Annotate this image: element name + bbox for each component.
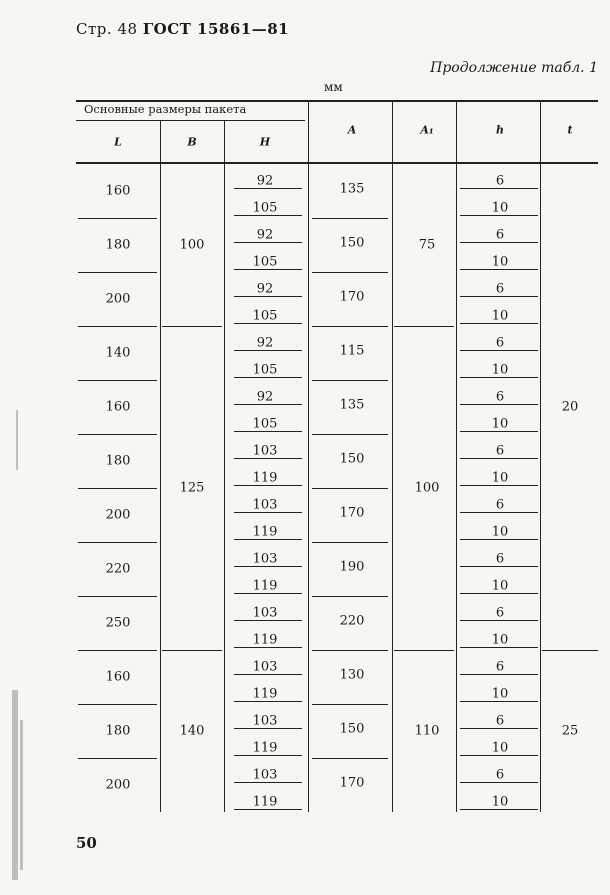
table-rule — [234, 215, 302, 216]
cell-L: 160 — [105, 669, 131, 685]
cell-L: 180 — [105, 723, 131, 739]
cell-h: 10 — [491, 686, 509, 701]
table-rule — [460, 188, 538, 189]
table-rule — [234, 566, 302, 567]
table-rule — [76, 162, 598, 164]
cell-H: 105 — [252, 416, 278, 431]
table-rule — [234, 782, 302, 783]
cell-h: 10 — [491, 578, 509, 593]
table-rule — [234, 269, 302, 270]
standard-code: ГОСТ 15861—81 — [142, 20, 290, 38]
cell-h: 6 — [495, 605, 505, 620]
cell-h: 6 — [495, 659, 505, 674]
column-header-4: A — [347, 123, 357, 137]
table-column-rule — [308, 164, 309, 812]
table-rule — [460, 377, 538, 378]
table-rule — [234, 458, 302, 459]
table-rule — [312, 326, 388, 327]
cell-L: 140 — [105, 345, 131, 361]
cell-h: 6 — [495, 227, 505, 242]
table-column-rule — [224, 120, 225, 162]
cell-L: 180 — [105, 237, 131, 253]
table-rule — [460, 647, 538, 648]
table-rule — [460, 809, 538, 810]
table-rule — [78, 650, 157, 651]
cell-A1: 100 — [414, 480, 440, 496]
table-rule — [234, 539, 302, 540]
cell-h: 10 — [491, 308, 509, 323]
cell-h: 10 — [491, 794, 509, 809]
cell-L: 200 — [105, 507, 131, 523]
table-rule — [234, 728, 302, 729]
table-column-rule — [160, 120, 161, 162]
cell-t: 25 — [561, 723, 579, 739]
cell-B: 125 — [179, 480, 205, 496]
cell-h: 10 — [491, 254, 509, 269]
cell-L: 200 — [105, 291, 131, 307]
table-rule — [394, 650, 454, 651]
scan-artifact — [12, 690, 18, 880]
table-rule — [312, 272, 388, 273]
cell-H: 92 — [256, 335, 274, 350]
cell-A: 115 — [339, 343, 365, 359]
cell-h: 6 — [495, 281, 505, 296]
column-header-1: L — [114, 135, 122, 149]
cell-A: 135 — [339, 181, 365, 197]
cell-A1: 110 — [414, 723, 440, 739]
table-rule — [234, 377, 302, 378]
cell-H: 103 — [252, 551, 278, 566]
cell-h: 6 — [495, 389, 505, 404]
table-rule — [460, 215, 538, 216]
table-continuation-title: Продолжение табл. 1 — [430, 60, 598, 76]
cell-H: 92 — [256, 281, 274, 296]
table-rule — [312, 704, 388, 705]
table-rule — [234, 512, 302, 513]
cell-A1: 75 — [418, 237, 436, 253]
cell-h: 6 — [495, 443, 505, 458]
table-rule — [234, 620, 302, 621]
cell-L: 200 — [105, 777, 131, 793]
cell-L: 180 — [105, 453, 131, 469]
cell-H: 103 — [252, 605, 278, 620]
cell-h: 6 — [495, 335, 505, 350]
cell-L: 250 — [105, 615, 131, 631]
cell-A: 150 — [339, 721, 365, 737]
table-rule — [312, 380, 388, 381]
cell-h: 6 — [495, 173, 505, 188]
cell-H: 103 — [252, 497, 278, 512]
table-rule — [460, 458, 538, 459]
table-rule — [460, 782, 538, 783]
scan-artifact — [20, 720, 23, 870]
table-rule — [312, 488, 388, 489]
unit-label: мм — [324, 80, 343, 94]
page-number-bottom: 50 — [76, 834, 97, 852]
cell-h: 6 — [495, 551, 505, 566]
table-rule — [234, 647, 302, 648]
table-rule — [460, 242, 538, 243]
table-column-rule — [540, 100, 541, 162]
cell-H: 105 — [252, 362, 278, 377]
cell-A: 170 — [339, 775, 365, 791]
table-rule — [460, 620, 538, 621]
table-rule — [312, 650, 388, 651]
cell-A: 170 — [339, 289, 365, 305]
cell-L: 220 — [105, 561, 131, 577]
table-rule — [78, 326, 157, 327]
table-column-rule — [224, 164, 225, 812]
cell-H: 105 — [252, 200, 278, 215]
cell-h: 10 — [491, 632, 509, 647]
cell-H: 119 — [252, 740, 278, 755]
cell-H: 92 — [256, 389, 274, 404]
page-header — [76, 20, 289, 38]
cell-A: 150 — [339, 451, 365, 467]
table-rule — [312, 758, 388, 759]
column-header-5: A₁ — [420, 123, 434, 137]
table-rule — [78, 218, 157, 219]
cell-A: 150 — [339, 235, 365, 251]
cell-H: 105 — [252, 254, 278, 269]
cell-h: 6 — [495, 713, 505, 728]
table-rule — [234, 674, 302, 675]
table-rule — [78, 596, 157, 597]
cell-H: 119 — [252, 794, 278, 809]
table-rule — [460, 431, 538, 432]
cell-A: 190 — [339, 559, 365, 575]
table-rule — [460, 674, 538, 675]
table-column-rule — [392, 100, 393, 162]
cell-H: 103 — [252, 767, 278, 782]
cell-H: 105 — [252, 308, 278, 323]
table-rule — [234, 242, 302, 243]
table-column-rule — [456, 164, 457, 812]
table-rule — [234, 485, 302, 486]
cell-h: 10 — [491, 524, 509, 539]
table-rule — [78, 434, 157, 435]
table-rule — [460, 539, 538, 540]
cell-H: 92 — [256, 173, 274, 188]
cell-B: 100 — [179, 237, 205, 253]
cell-h: 10 — [491, 362, 509, 377]
table-rule — [78, 380, 157, 381]
table-rule — [234, 593, 302, 594]
table-column-rule — [308, 100, 309, 162]
cell-H: 119 — [252, 524, 278, 539]
column-header-2: B — [187, 135, 197, 149]
table-rule — [234, 350, 302, 351]
cell-A: 135 — [339, 397, 365, 413]
table-rule — [78, 272, 157, 273]
cell-H: 119 — [252, 632, 278, 647]
table-rule — [234, 323, 302, 324]
table-rule — [162, 326, 222, 327]
cell-h: 10 — [491, 200, 509, 215]
page-number-top: 48 — [117, 20, 138, 38]
group-header: Основные размеры пакета — [84, 102, 247, 116]
cell-H: 103 — [252, 713, 278, 728]
cell-h: 10 — [491, 740, 509, 755]
table-column-rule — [160, 164, 161, 812]
table-rule — [76, 120, 305, 121]
cell-H: 92 — [256, 227, 274, 242]
cell-H: 119 — [252, 578, 278, 593]
cell-H: 119 — [252, 470, 278, 485]
table-rule — [78, 758, 157, 759]
cell-A: 170 — [339, 505, 365, 521]
table-rule — [234, 755, 302, 756]
table-rule — [460, 566, 538, 567]
column-header-6: h — [496, 123, 504, 137]
table-rule — [460, 728, 538, 729]
cell-H: 119 — [252, 686, 278, 701]
table-rule — [460, 701, 538, 702]
table-rule — [460, 593, 538, 594]
table-column-rule — [540, 164, 541, 812]
table-rule — [234, 701, 302, 702]
cell-H: 103 — [252, 659, 278, 674]
cell-h: 6 — [495, 767, 505, 782]
cell-L: 160 — [105, 183, 131, 199]
column-header-3: H — [259, 135, 271, 149]
table-rule — [312, 434, 388, 435]
table-rule — [78, 542, 157, 543]
table-rule — [234, 809, 302, 810]
table-rule — [460, 296, 538, 297]
table-rule — [162, 650, 222, 651]
table-rule — [460, 404, 538, 405]
table-rule — [460, 350, 538, 351]
table-rule — [234, 188, 302, 189]
table-rule — [234, 431, 302, 432]
cell-A: 130 — [339, 667, 365, 683]
cell-t: 20 — [561, 399, 579, 415]
table-rule — [312, 542, 388, 543]
cell-H: 103 — [252, 443, 278, 458]
cell-L: 160 — [105, 399, 131, 415]
table-rule — [460, 485, 538, 486]
cell-A: 220 — [339, 613, 365, 629]
column-header-7: t — [567, 123, 573, 137]
cell-h: 10 — [491, 416, 509, 431]
cell-h: 6 — [495, 497, 505, 512]
table-column-rule — [456, 100, 457, 162]
cell-h: 10 — [491, 470, 509, 485]
table-rule — [234, 296, 302, 297]
table-rule — [312, 596, 388, 597]
table-rule — [78, 488, 157, 489]
table-rule — [460, 323, 538, 324]
table-column-rule — [392, 164, 393, 812]
table-rule — [460, 512, 538, 513]
table-rule — [542, 650, 598, 651]
table-rule — [234, 404, 302, 405]
table-rule — [460, 755, 538, 756]
table-rule — [460, 269, 538, 270]
cell-B: 140 — [179, 723, 205, 739]
table-rule — [394, 326, 454, 327]
table-rule — [78, 704, 157, 705]
page-prefix: Стр. — [76, 20, 113, 38]
scan-artifact — [16, 410, 18, 470]
table-rule — [312, 218, 388, 219]
